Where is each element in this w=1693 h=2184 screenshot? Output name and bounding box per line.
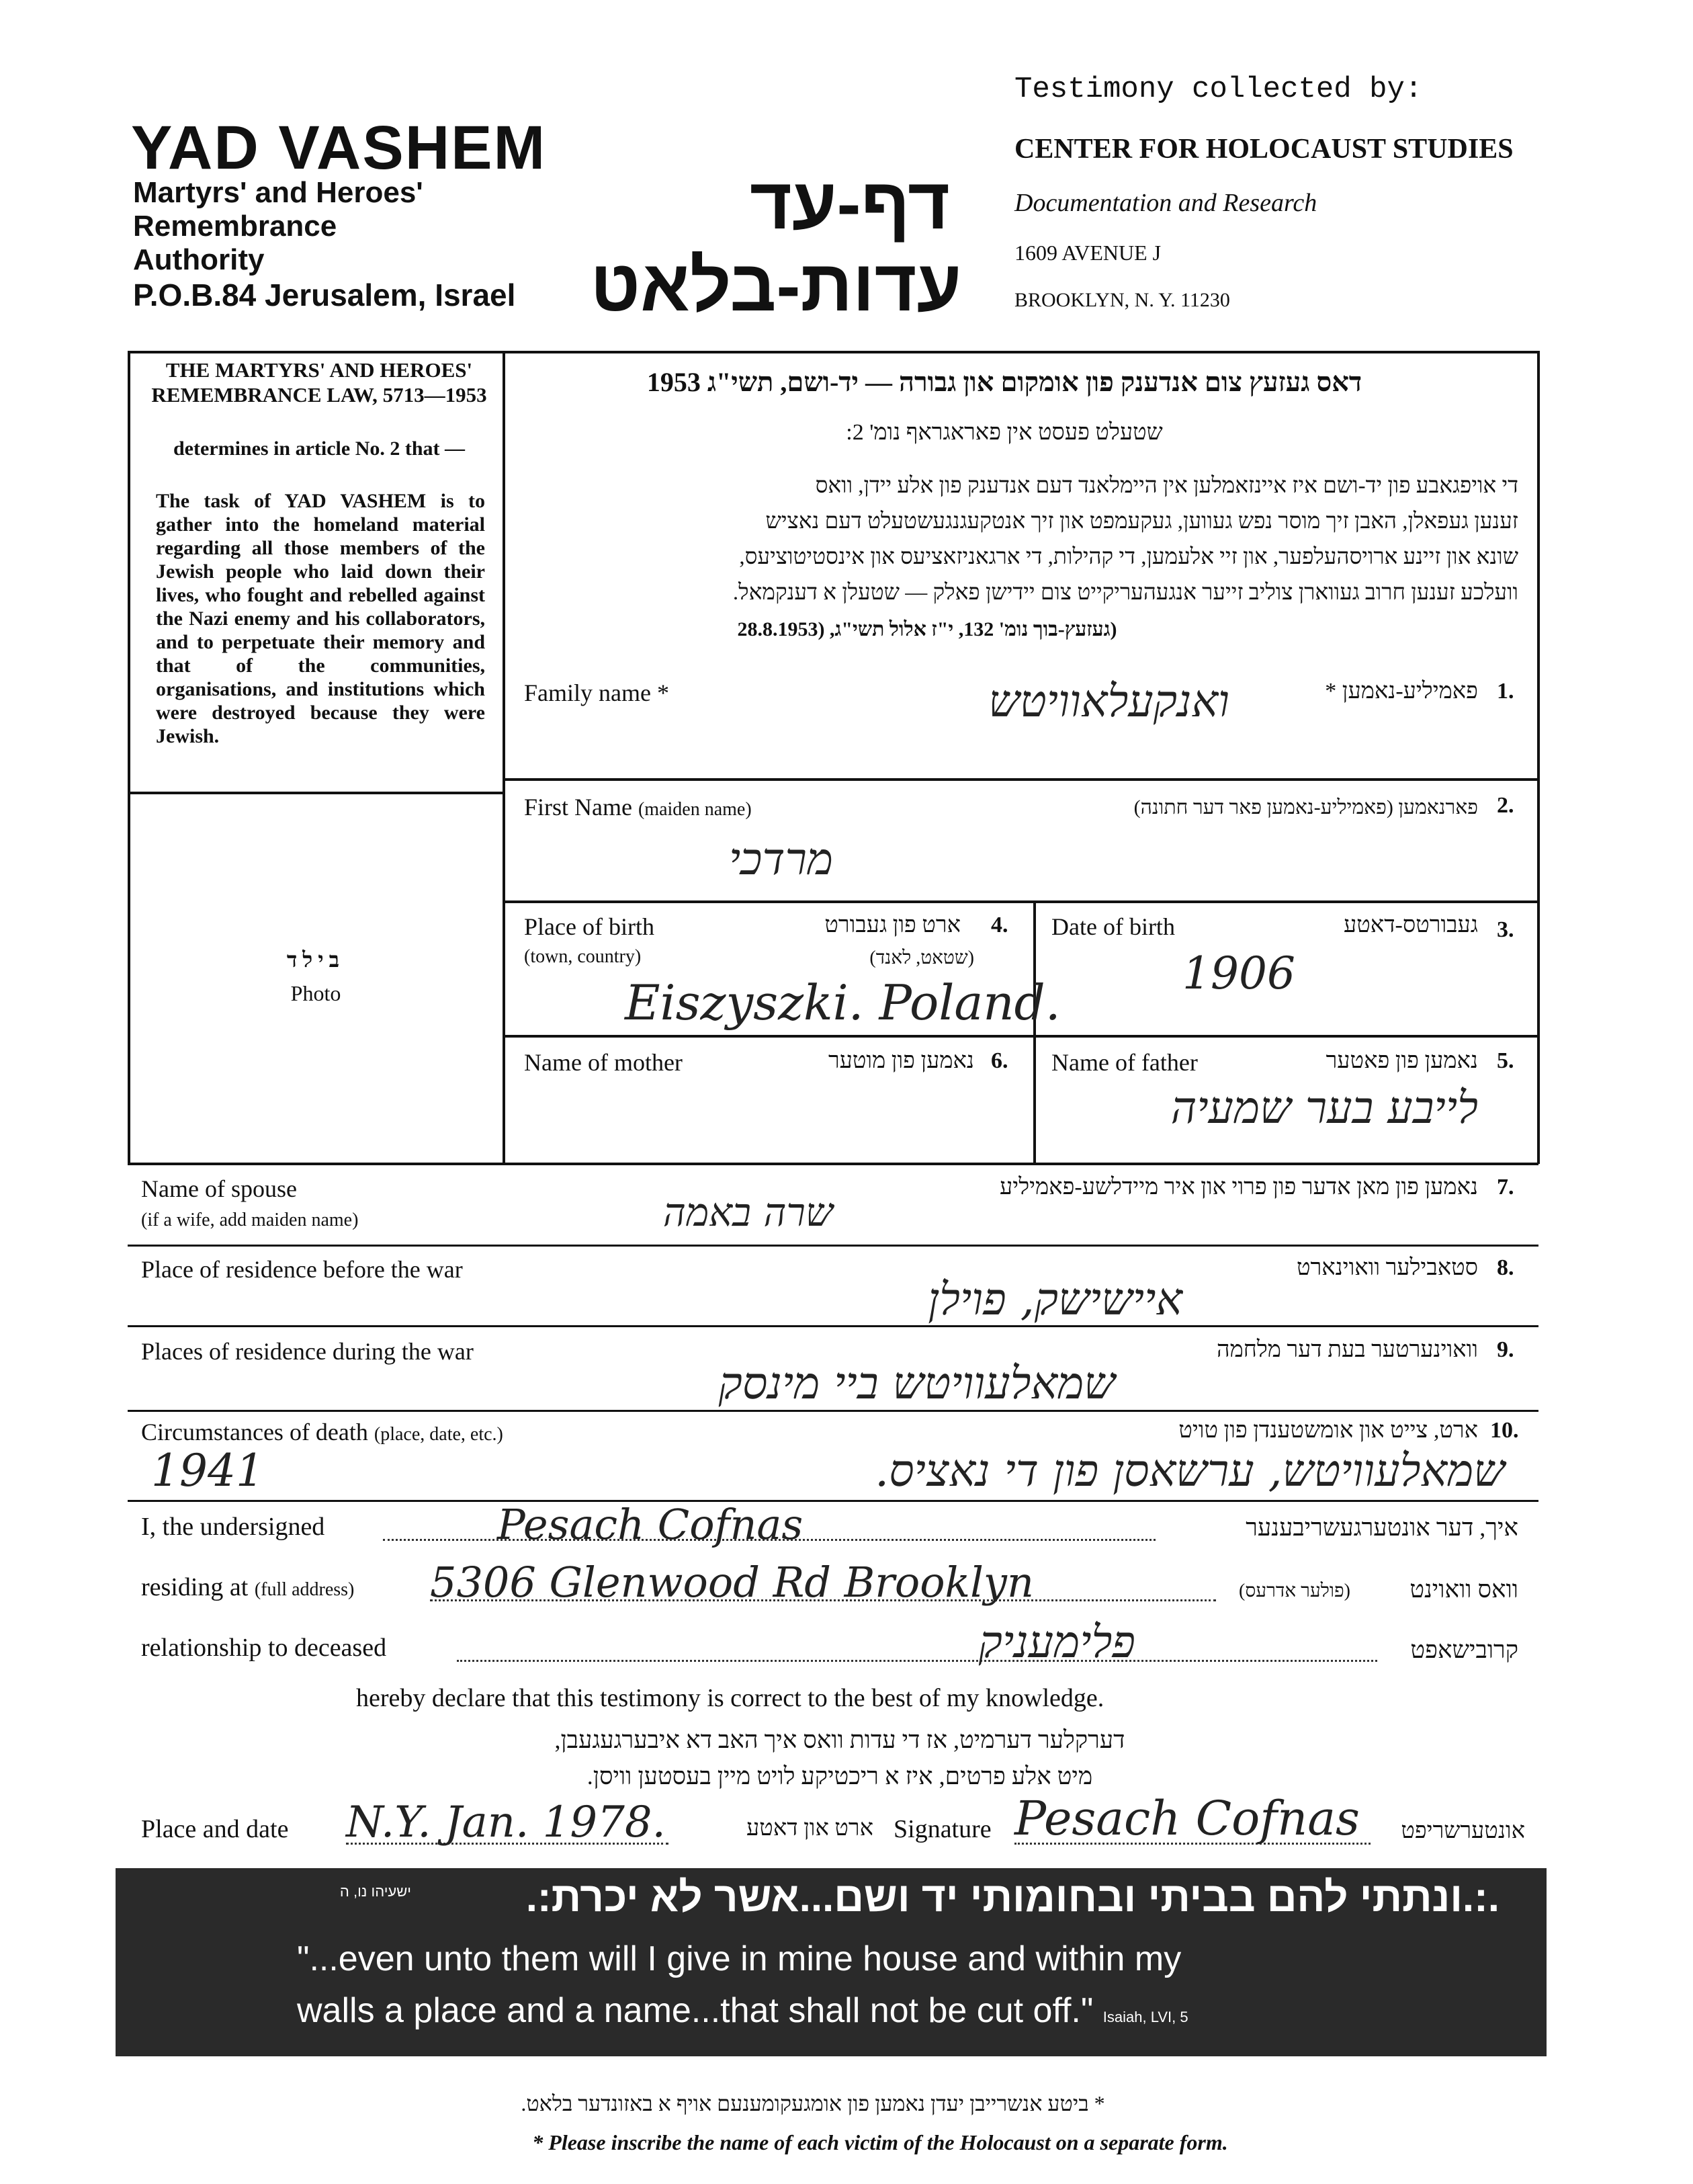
relationship-hebrew: קרובישאפט <box>1410 1636 1518 1663</box>
residence-during-value[interactable]: שמאלעוויטש ביי מינסק <box>718 1357 1115 1409</box>
family-name-label: Family name * <box>524 679 669 706</box>
footer-english: * Please inscribe the name of each victim of the Holocaust on a separate form. <box>532 2130 1228 2154</box>
residence-during-underline <box>128 1410 1538 1412</box>
birthdate-num: 3. <box>1497 917 1514 942</box>
father-value[interactable]: לייבע בער שמעיה <box>1170 1082 1478 1134</box>
center-name: CENTER FOR HOLOCAUST STUDIES <box>1014 134 1514 165</box>
center-sub: Documentation and Research <box>1014 189 1317 217</box>
residing-label-sub: (full address) <box>254 1579 355 1600</box>
undersigned-value[interactable]: Pesach Cofnas <box>497 1500 804 1549</box>
banner-english-ref: Isaiah, LVI, 5 <box>1102 2009 1188 2025</box>
row-2-bottom <box>504 900 1538 903</box>
declaration-statement: hereby declare that this testimony is correct to the best of my knowledge. <box>356 1684 1104 1712</box>
residence-before-label: Place of residence before the war <box>141 1256 463 1283</box>
hebrew-law-line-2: זענען געפאלן, האבן זיך מוסר נפש געווען, געקעמפט און זיך אנטקעגנגעשטעלט דעם נאציש <box>765 509 1518 534</box>
hebrew-title-1: דף-עד <box>749 163 951 244</box>
father-num: 5. <box>1497 1048 1514 1073</box>
org-address: P.O.B.84 Jerusalem, Israel <box>133 278 516 312</box>
death-num: 10. <box>1490 1418 1519 1443</box>
death-label-main: Circumstances of death <box>141 1419 368 1445</box>
first-name-label-main: First Name <box>524 794 632 821</box>
frame-mid <box>503 351 505 1164</box>
family-name-value[interactable]: ואנקעלאוויטש <box>988 675 1229 727</box>
banner-english-2-text: walls a place and a name...that shall not be cut off." <box>297 1991 1094 2030</box>
banner-hebrew: .:.ונתתי להם בביתי ובחומותי יד ושם...אשר לא יכרת:. <box>525 1874 1500 1921</box>
photo-label: Photo <box>290 981 341 1005</box>
banner-english-1: "...even unto them will I give in mine house and within my <box>297 1939 1182 1978</box>
birthplace-label-sub: (town, country) <box>524 946 642 967</box>
residing-label <box>141 1572 354 1602</box>
family-name-num: 1. <box>1497 679 1514 704</box>
hebrew-law-line-3: שונא און זיינע ארויסהעלפער, און זיי אלעמען, די קהילות, די ארגאניזאציעס און אינסטיטוציעס, <box>739 545 1518 569</box>
relationship-label: relationship to deceased <box>141 1634 387 1662</box>
collected-by: Testimony collected by: <box>1014 73 1423 106</box>
hebrew-law-line-5: (געזעץ-בוך נומ' 132, י"ז אלול תשי"ג, (28.8.1953 <box>737 618 1117 640</box>
residence-before-hebrew: סטאבילער וואוינארט <box>1296 1255 1478 1280</box>
law-body: The task of YAD VASHEM is to gather into the homeland material regarding all those members of the Jewish people who laid down their lives, who fought and rebelled against the Nazi enemy and his collaborators, and to perpetuate their memory and that of the communities, organisations, and institutions which were destroyed because they were Jewish. <box>156 490 485 747</box>
spouse-label: Name of spouse <box>141 1175 297 1202</box>
row-3-bottom <box>504 1035 1538 1038</box>
quote-banner <box>116 1868 1547 2056</box>
place-date-hebrew: ארט און דאטע <box>746 1816 873 1841</box>
relationship-value[interactable]: פלימעניק <box>978 1616 1135 1668</box>
declaration-hebrew-2: מיט אלע פרטים, איז א ריכטיקע לויט מיין בעסטען וויסן. <box>587 1763 1093 1790</box>
death-value-year[interactable]: 1941 <box>151 1445 264 1497</box>
hebrew-law-title: דאס געזעץ צום אנדענק פון אומקום און גבורה — יד-ושם, תשי"ג 1953 <box>646 367 1362 397</box>
org-line-1: Martyrs' and Heroes' <box>133 176 423 209</box>
birthplace-num: 4. <box>991 913 1008 937</box>
family-name-hebrew: פאמיליע-נאמען * <box>1325 679 1478 704</box>
frame-left <box>128 351 130 1164</box>
death-label-sub: (place, date, etc.) <box>374 1424 503 1445</box>
residing-hebrew-sub: (פולער אדרעס) <box>1239 1581 1350 1601</box>
first-name-label <box>524 793 752 821</box>
birthplace-hebrew-sub: (שטאט, לאנד) <box>869 948 974 968</box>
residing-hebrew: וואס וואוינט <box>1409 1576 1518 1603</box>
residing-value[interactable]: 5306 Glenwood Rd Brooklyn <box>430 1558 1034 1607</box>
spouse-underline <box>128 1245 1538 1247</box>
first-name-num: 2. <box>1497 793 1514 818</box>
death-hebrew: ארט, צייט און אומשטענדן פון טויט <box>1178 1418 1478 1443</box>
signature-value[interactable]: Pesach Cofnas <box>1014 1791 1360 1846</box>
declaration-hebrew-1: דערקלער דערמיט, אז די עדות וואס איך האב דא איבערגעגעבן, <box>554 1726 1125 1753</box>
center-city: BROOKLYN, N. Y. 11230 <box>1014 289 1230 311</box>
row-4-bottom <box>128 1163 1538 1165</box>
mother-hebrew: נאמען פון מוטער <box>828 1048 974 1073</box>
hebrew-law-line-1: די אויפגאבע פון יד-ושם איז איינזאמלען אין היימלאנד דעם אנדענק פון אלע יידן, וואס <box>815 474 1518 498</box>
hebrew-law-line-4: וועלכע זענען חרוב געווארן צוליב זייער אנגעהעריקייט צום יידישן פאלק — שטעלן א דענקמאל. <box>732 581 1518 605</box>
spouse-hebrew: נאמען פון מאן אדער פון פרוי און איר מיידלשע-פאמיליע <box>1000 1175 1478 1200</box>
mother-num: 6. <box>991 1048 1008 1073</box>
birthdate-label: Date of birth <box>1051 913 1175 940</box>
row-1-bottom <box>504 778 1538 781</box>
spouse-value[interactable]: שרה באמה <box>662 1189 833 1235</box>
mother-label: Name of mother <box>524 1049 683 1076</box>
birthplace-label: Place of birth <box>524 913 654 940</box>
place-date-value[interactable]: N.Y. Jan. 1978. <box>346 1798 666 1847</box>
first-name-value[interactable]: מרדכי <box>728 833 833 885</box>
residence-during-label: Places of residence during the war <box>141 1338 474 1365</box>
father-hebrew: נאמען פון פאטער <box>1326 1048 1478 1073</box>
law-title: THE MARTYRS' AND HEROES' REMEMBRANCE LAW, 5713—1953 <box>151 358 487 407</box>
father-label: Name of father <box>1051 1049 1198 1076</box>
signature-label: Signature <box>894 1815 992 1843</box>
frame-top <box>128 351 1538 353</box>
birthdate-value[interactable]: 1906 <box>1182 948 1295 999</box>
death-underline <box>128 1500 1538 1502</box>
residence-during-num: 9. <box>1497 1337 1514 1362</box>
org-line-2: Remembrance <box>133 210 337 243</box>
center-street: 1609 AVENUE J <box>1014 241 1162 265</box>
death-value-text[interactable]: שמאלעוויטש, ערשאסן פון די נאציס. <box>875 1445 1505 1497</box>
residence-before-num: 8. <box>1497 1255 1514 1280</box>
org-line-3: Authority <box>133 243 265 276</box>
spouse-num: 7. <box>1497 1175 1514 1200</box>
banner-hebrew-ref: ישעיהו נו, ה <box>339 1883 411 1900</box>
undersigned-hebrew: איך, דער אונטערגעשריבענער <box>1246 1514 1518 1541</box>
death-label <box>141 1418 503 1446</box>
first-name-label-sub: (maiden name) <box>638 799 752 820</box>
footer-hebrew: * ביטע אנשרייבן יעדן נאמען פון אומגעקומענעם אויף א באזונדער בלאט. <box>521 2091 1105 2115</box>
birthdate-hebrew: געבורטס-דאטע <box>1344 913 1478 937</box>
banner-english-2 <box>297 1990 1188 2031</box>
first-name-hebrew: פארנאמען (פאמיליע-נאמען פאר דער חתונה) <box>1133 796 1478 818</box>
signature-hebrew: אונטערשריפט <box>1401 1818 1525 1843</box>
hebrew-title-2: עדות-בלאט <box>590 245 962 326</box>
row-3-divider <box>1033 902 1036 1164</box>
law-line-2: determines in article No. 2 that — <box>173 437 466 460</box>
hebrew-law-subtitle: שטעלט פעסט אין פאראגראף נומ' 2: <box>846 420 1163 445</box>
spouse-label-sub: (if a wife, add maiden name) <box>141 1210 359 1230</box>
residing-label-main: residing at <box>141 1573 249 1601</box>
birthplace-value[interactable]: Eiszyszki. Poland. <box>625 974 1061 1031</box>
photo-hebrew: בילד <box>286 948 345 972</box>
org-name: YAD VASHEM <box>131 114 547 182</box>
place-date-label: Place and date <box>141 1815 289 1843</box>
undersigned-label: I, the undersigned <box>141 1513 325 1541</box>
residence-before-value[interactable]: איישישק, פוילן <box>928 1273 1182 1325</box>
residence-during-hebrew: וואוינערטער בעת דער מלחמה <box>1217 1337 1478 1362</box>
birthplace-hebrew: ארט פון געבורט <box>824 913 961 937</box>
frame-right <box>1537 351 1540 1164</box>
law-box-bottom <box>128 792 504 794</box>
residence-before-underline <box>128 1325 1538 1327</box>
